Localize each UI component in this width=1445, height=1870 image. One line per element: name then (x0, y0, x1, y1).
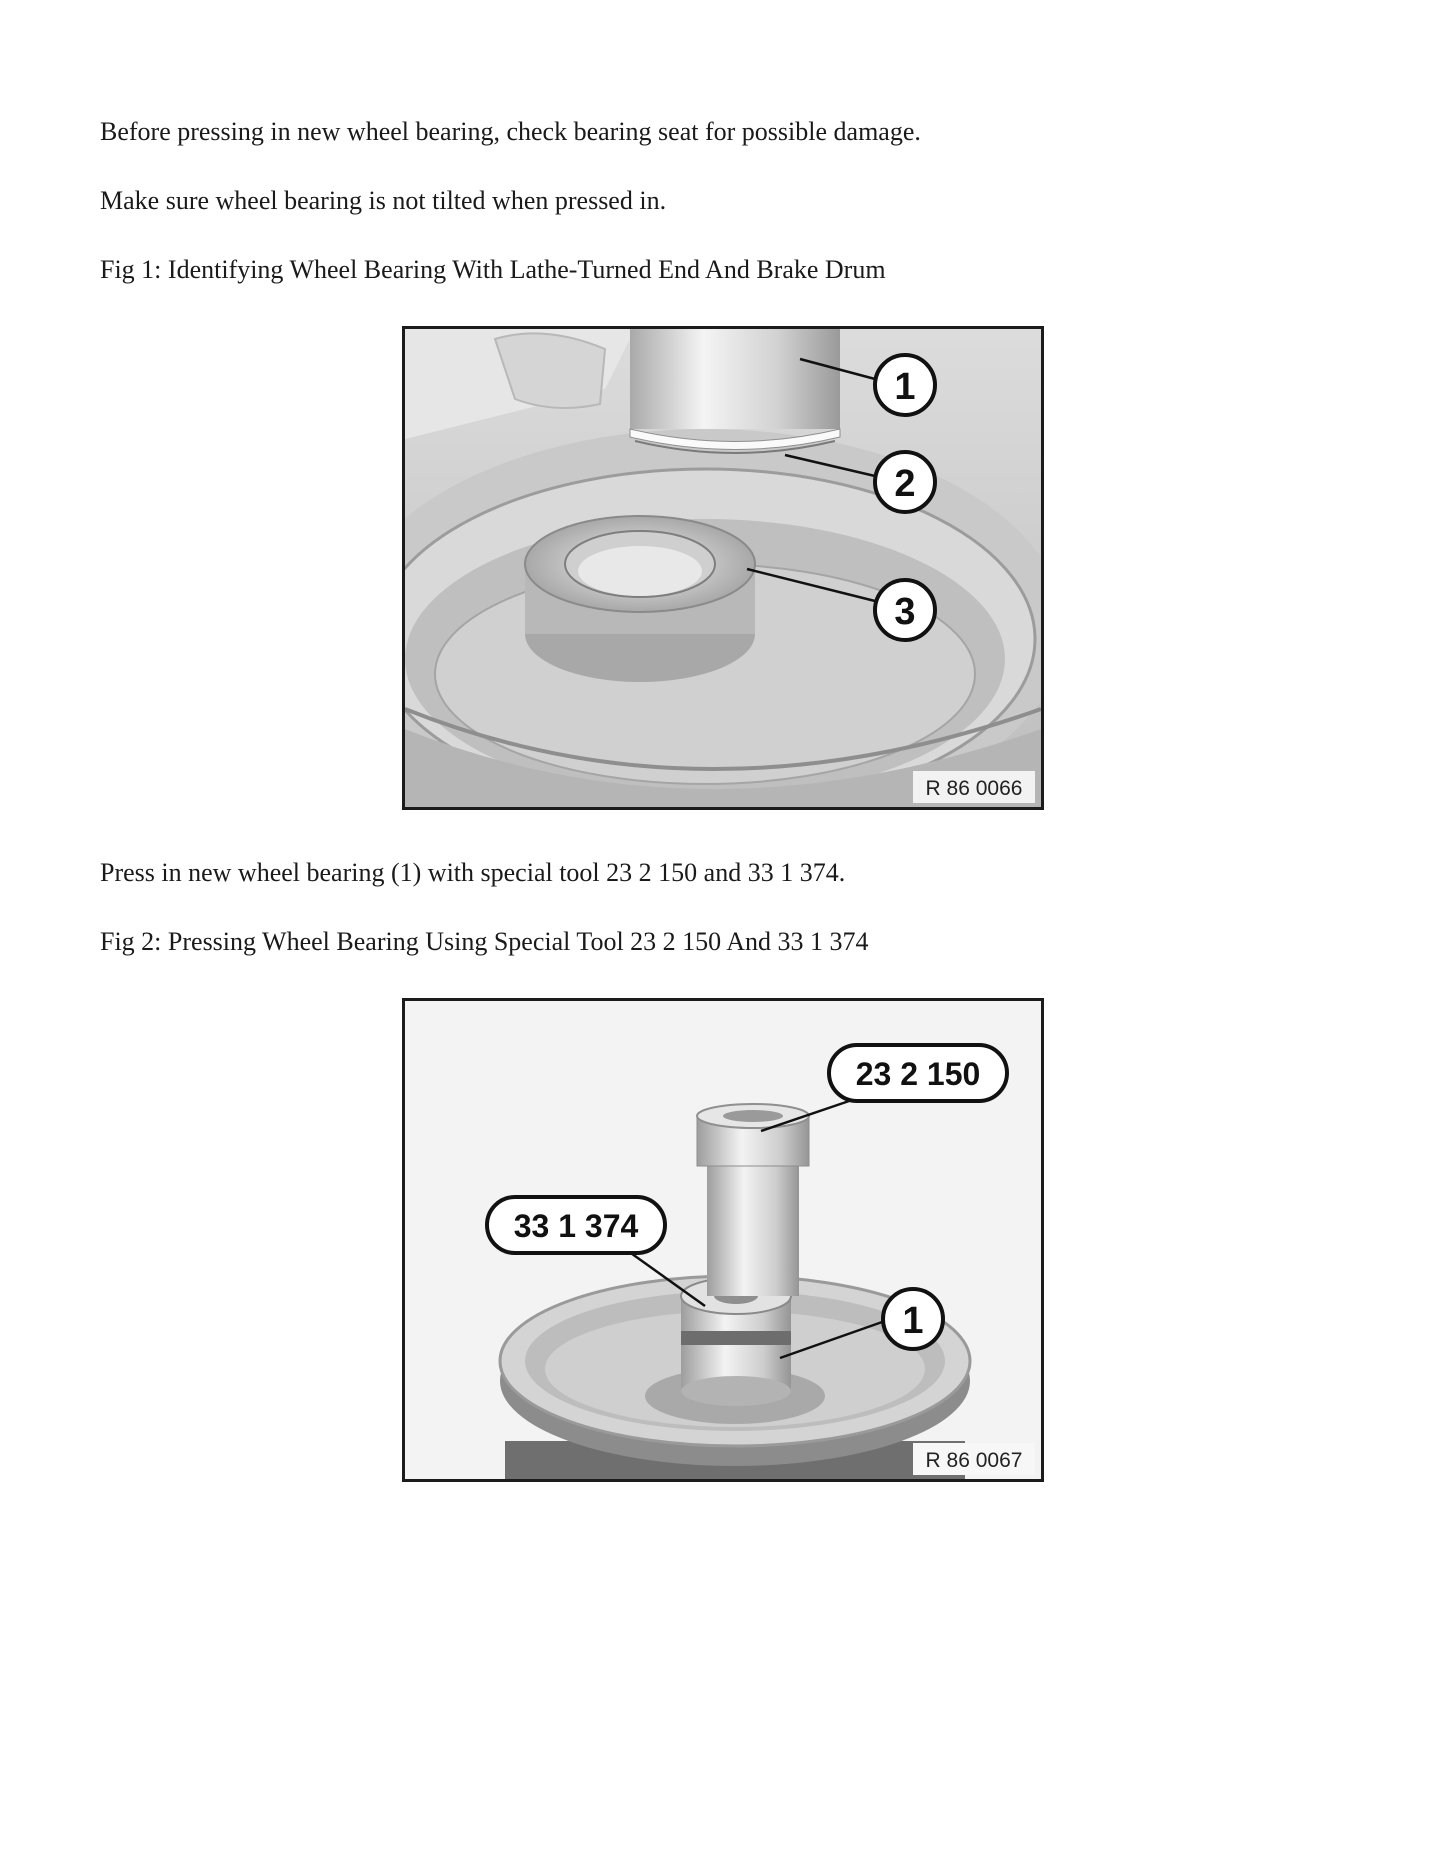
figure-1-reference: R 86 0066 (925, 777, 1023, 800)
instruction-press-bearing: Press in new wheel bearing (1) with special tool 23 2 150 and 33 1 374. (100, 858, 846, 887)
figure-2-illustration (405, 1001, 1041, 1479)
callout-tool-23-2-150-label: 23 2 150 (855, 1056, 981, 1092)
figure-2-image (402, 998, 1044, 1482)
instruction-not-tilted: Make sure wheel bearing is not tilted when pressed in. (100, 186, 667, 215)
figure-1-image (402, 326, 1044, 810)
callout-bearing-1-label: 1 (902, 1300, 924, 1342)
figure-2-reference: R 86 0067 (925, 1449, 1023, 1472)
callout-3-label: 3 (894, 591, 916, 633)
callout-1-label: 1 (894, 366, 916, 408)
callout-tool-33-1-374-label: 33 1 374 (513, 1208, 639, 1244)
callout-2-label: 2 (894, 463, 916, 505)
figure-2-caption: Fig 2: Pressing Wheel Bearing Using Special Tool 23 2 150 And 33 1 374 (100, 927, 869, 956)
instruction-check-seat: Before pressing in new wheel bearing, check bearing seat for possible damage. (100, 117, 921, 146)
figure-1-caption: Fig 1: Identifying Wheel Bearing With Lathe-Turned End And Brake Drum (100, 255, 886, 284)
figure-1-illustration (405, 329, 1041, 807)
